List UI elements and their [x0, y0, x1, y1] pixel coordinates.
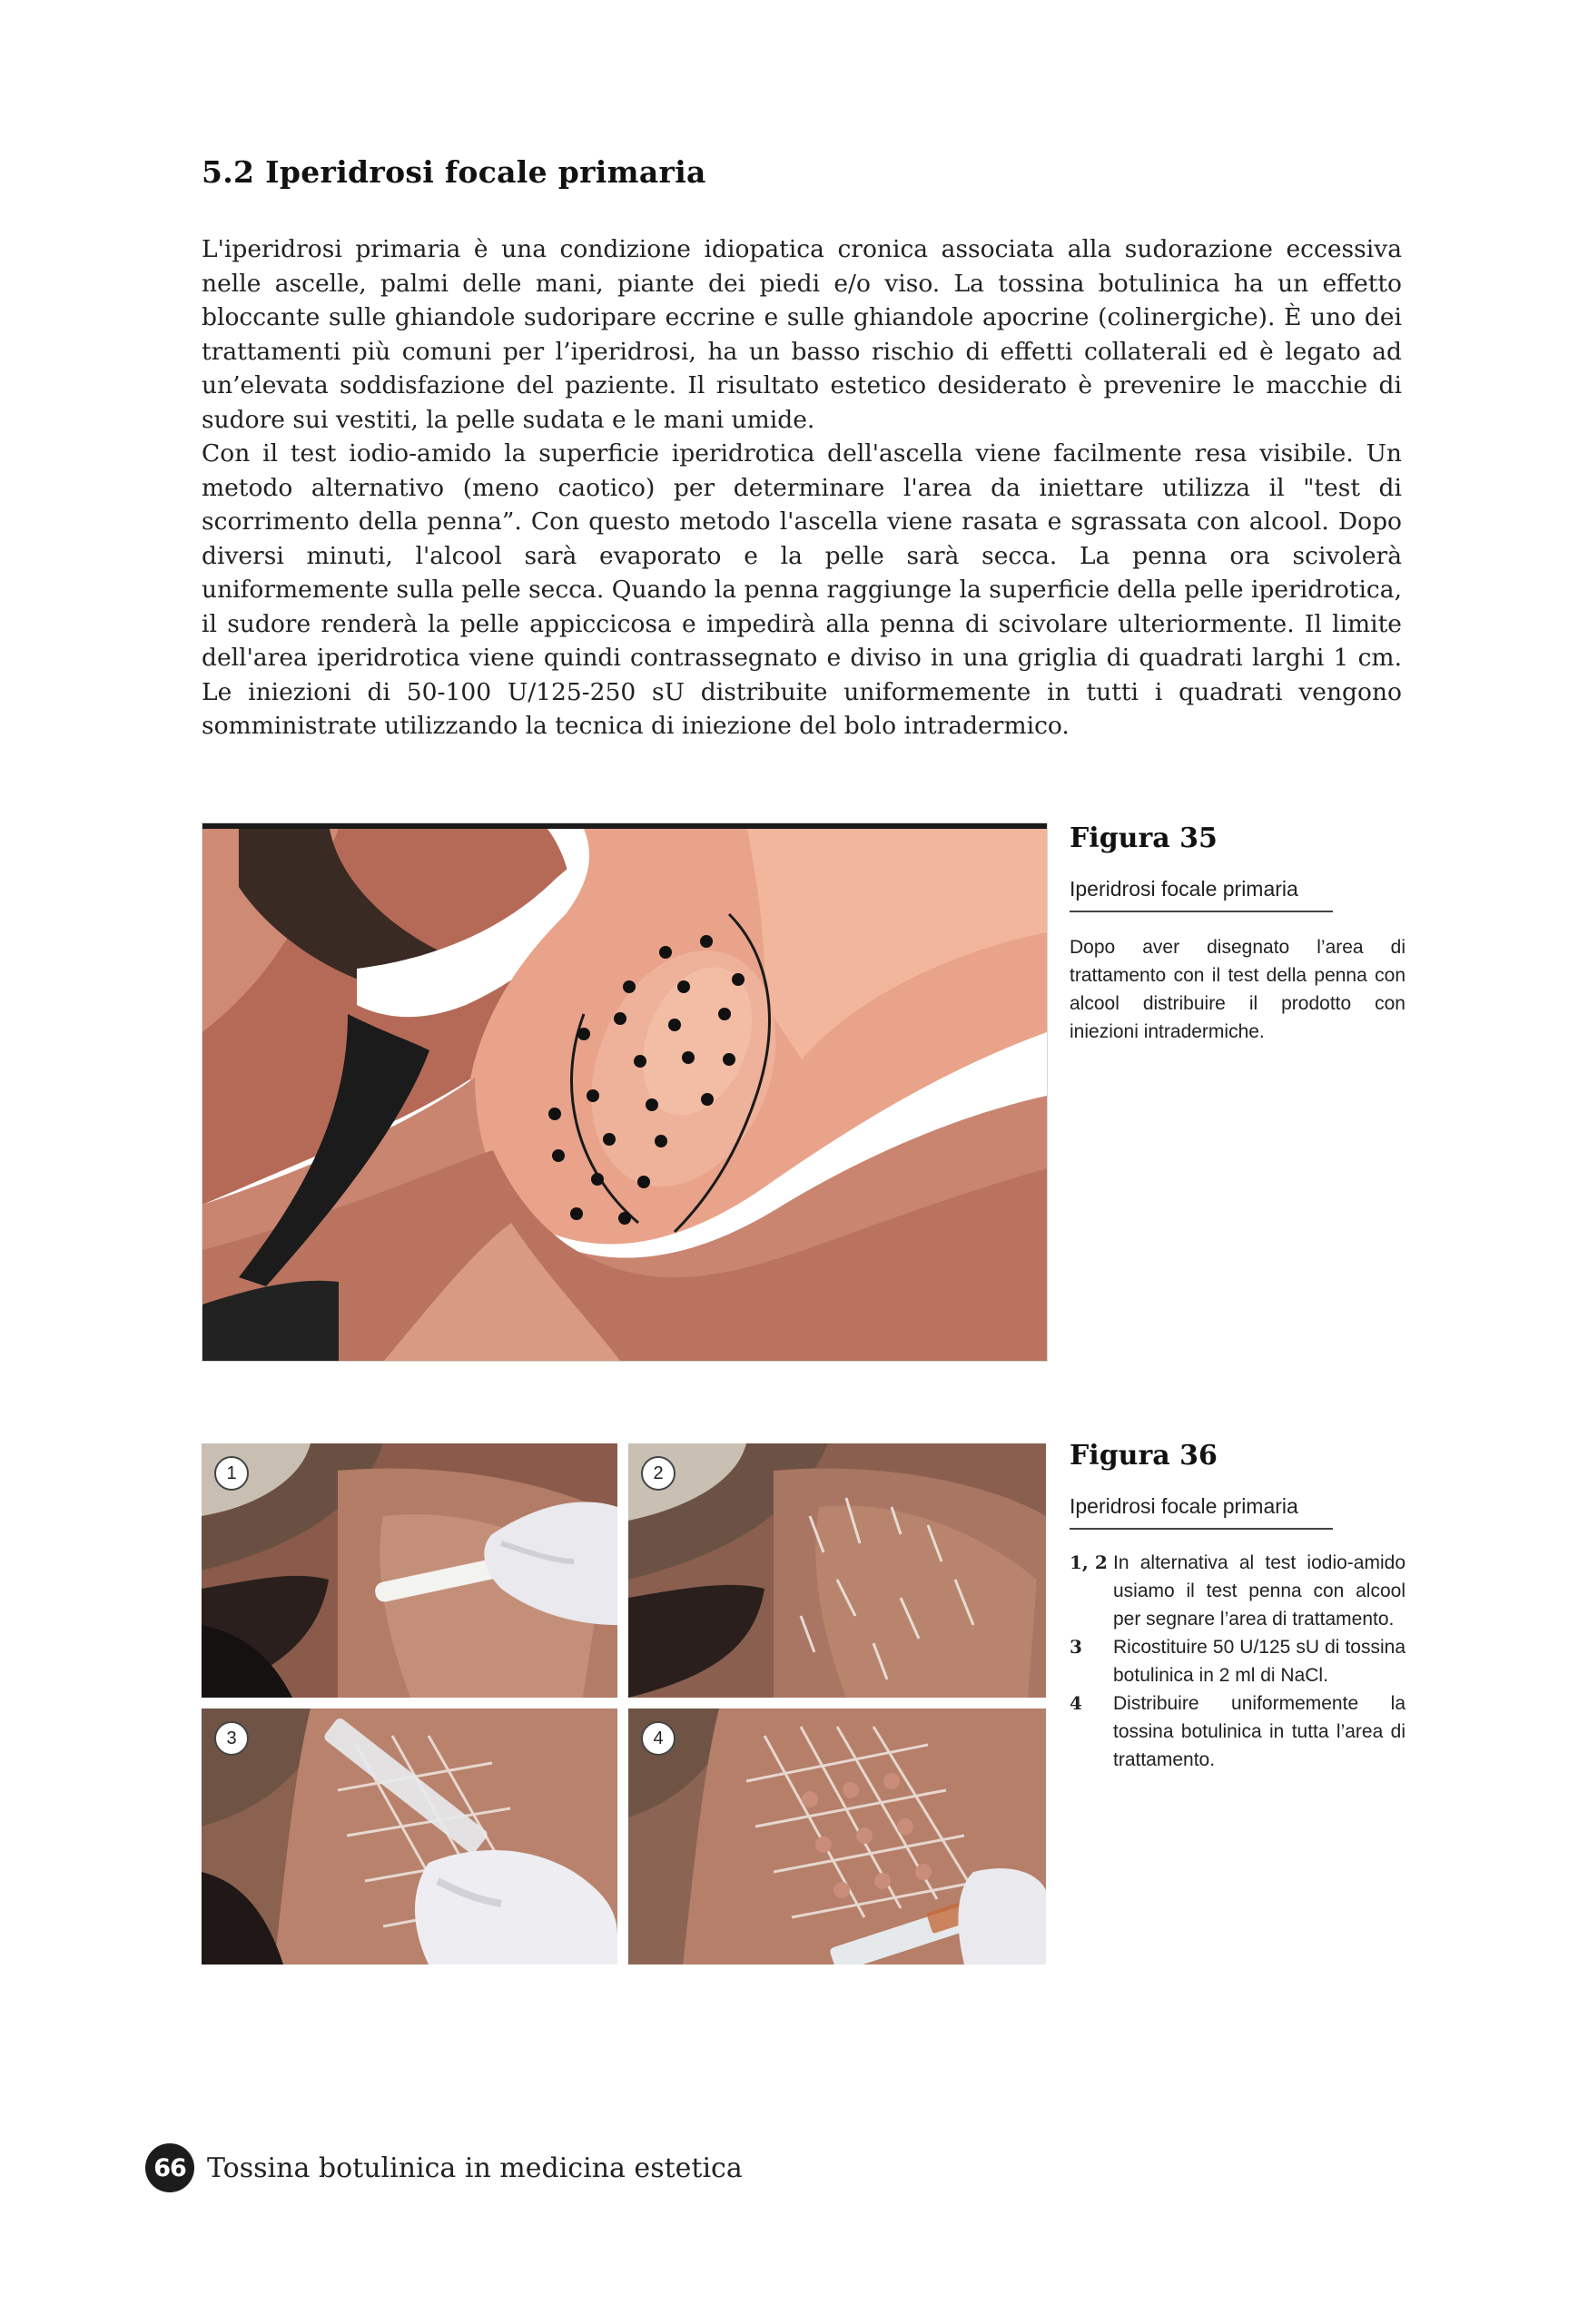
caption-item — [1070, 1633, 1405, 1689]
caption-item-number: 4 — [1070, 1692, 1082, 1714]
panel-number-badge: 2 — [641, 1456, 676, 1491]
section-title: 5.2 Iperidrosi focale primaria — [202, 154, 706, 190]
figure-35-caption: Dopo aver disegnato l’area di trattamento con il test della penna con alcool distribuire il prodotto con iniezioni intradermiche. — [1070, 937, 1405, 1042]
body-text — [202, 232, 1402, 743]
book-title: Tossina botulinica in medicina estetica — [207, 2152, 743, 2184]
figure-35-subtitle: Iperidrosi focale primaria — [1070, 877, 1333, 912]
caption-item-number: 3 — [1070, 1636, 1082, 1658]
paragraph: L'iperidrosi primaria è una condizione idiopatica cronica associata alla sudorazione eccessiva nelle ascelle, palmi delle mani, piante dei piedi e/o viso. La tossina botulinica ha un effetto bloccante sulle ghiandole sudoripare eccrine e sulle ghiandole apocrine (colinergiche). È uno dei trattamenti più comuni per l’iperidrosi, ha un basso rischio di effetti collaterali ed è legato ad un’elevata soddisfazione del paziente. Il risultato estetico desiderato è prevenire le macchie di sudore sui vestiti, la pelle sudata e le mani umide. — [202, 235, 1402, 434]
figure-36-photo-4 — [628, 1709, 1046, 1965]
page-footer — [145, 2142, 743, 2193]
caption-item-text: Distribuire uniformemente la tossina botulinica in tutta l’area di trattamento. — [1113, 1693, 1405, 1770]
figure-35-illustration — [202, 822, 1048, 1362]
panel-number-badge: 4 — [641, 1721, 676, 1756]
caption-item-text: Ricostituire 50 U/125 sU di tossina botulinica in 2 ml di NaCl. — [1113, 1637, 1405, 1686]
figure-36-subtitle: Iperidrosi focale primaria — [1070, 1494, 1333, 1530]
page-number: 66 — [145, 2143, 194, 2192]
figure-36-photo-3 — [202, 1709, 617, 1965]
caption-item — [1070, 1689, 1405, 1774]
panel-number-badge: 1 — [214, 1456, 249, 1491]
caption-item — [1070, 1549, 1405, 1633]
caption-list — [1070, 1549, 1405, 1774]
figure-36-caption — [1070, 1549, 1405, 1774]
caption-item-text: In alternativa al test iodio-amido usiamo il test penna con alcool per segnare l’area di trattamento. — [1113, 1552, 1405, 1630]
panel-number-badge: 3 — [214, 1721, 249, 1756]
paragraph: Con il test iodio-amido la superficie iperidrotica dell'ascella viene facilmente resa visibile. Un metodo alternativo (meno caotico) per determinare l'area da iniettare utilizza il "test di scorrimento della penna”. Con questo metodo l'ascella viene rasata e sgrassata con alcool. Dopo diversi minuti, l'alcool sarà evaporato e la pelle sarà secca. La penna ora scivolerà uniformemente sulla pelle secca. Quando la penna raggiunge la superficie della pelle iperidrotica, il sudore renderà la pelle appiccicosa e impedirà alla penna di scivolare ulteriormente. Il limite dell'area iperidrotica viene quindi contrassegnato e diviso in una griglia di quadrati larghi 1 cm. Le iniezioni di 50-100 U/125-250 sU distribuite uniformemente in tutti i quadrati vengono somministrate utilizzando la tecnica di iniezione del bolo intradermico. — [202, 439, 1402, 740]
caption-item-number: 1, 2 — [1070, 1551, 1108, 1573]
figure-35-title: Figura 35 — [1070, 822, 1218, 854]
figure-36-photo-2 — [628, 1443, 1046, 1698]
armpit-illustration — [202, 823, 1047, 1361]
figure-36-photo-1 — [202, 1443, 617, 1698]
figure-36-title: Figura 36 — [1070, 1440, 1218, 1472]
